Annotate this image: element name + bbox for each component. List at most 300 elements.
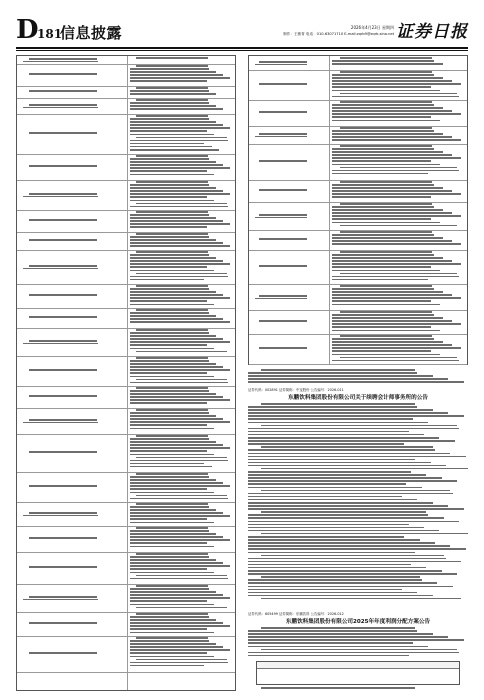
text-line [130,390,209,392]
text-line [130,74,223,76]
text-line [248,564,411,566]
text-line [136,57,207,59]
text-line [332,136,452,138]
text-line [130,546,214,548]
text-line [130,646,223,648]
text-line [130,476,209,478]
text-line [332,360,459,362]
text-line [332,218,431,220]
text-line [332,237,443,239]
text-line [130,80,207,82]
text-line [29,369,98,371]
text-line [259,265,307,267]
text-line [23,268,98,269]
text-line [130,640,209,642]
text-line [130,622,223,624]
text-line [29,294,98,296]
text-line [130,127,230,129]
text-line [332,291,443,293]
text-line [136,87,207,89]
text-line [130,270,214,272]
text-line [261,511,426,513]
text-line [332,215,461,217]
text-line [332,266,431,268]
text-line [248,586,453,588]
table-row [17,584,235,613]
text-line [136,137,227,139]
text-line [340,231,432,233]
text-line [130,447,230,449]
text-line [248,487,422,489]
text-line [259,347,307,349]
text-line [136,585,207,587]
text-line [130,421,230,423]
text-line [340,311,432,313]
table-row [17,64,235,87]
text-line [136,387,207,389]
editor-contact: 制作：王敏青 电话：010-63071710 E-mail:zqrb9@zqrb.sina.net [283,32,394,36]
text-line [332,279,428,281]
text-line [332,173,428,175]
text-line [130,263,230,265]
table-row [17,472,235,503]
text-line [332,341,443,343]
text-line [130,321,230,323]
text-line [130,196,207,198]
text-line [29,58,98,60]
text-line [130,206,228,208]
newspaper-logo: 证券日报 [396,22,468,42]
text-line [130,572,214,574]
text-line [130,656,214,658]
text-line [136,357,207,359]
text-line [259,320,307,322]
text-line [248,573,457,575]
text-line [332,63,443,65]
text-line [136,435,207,437]
text-line [136,251,207,253]
text-line [130,245,230,247]
text-line [130,291,216,293]
text-line [248,548,466,550]
masthead-rule-thin [16,50,468,51]
text-line [130,338,223,340]
text-line [130,254,209,256]
text-line [130,616,209,618]
text-line [332,300,431,302]
text-line [130,164,223,166]
table-row [17,328,235,357]
announcement-title: 东鹏饮料集团股份有限公司2025年年度利润分配方案公告 [285,619,431,625]
text-line [130,382,228,384]
text-line [130,559,216,561]
text-line [130,158,209,160]
text-line [248,539,420,541]
text-line [332,212,452,214]
text-line [332,120,440,122]
text-line [261,649,457,651]
text-line [130,515,230,517]
announcement-body [248,687,468,691]
text-line [23,107,98,108]
text-line [130,625,230,627]
text-line [136,379,227,381]
table-row [17,552,235,585]
text-line [130,396,223,398]
text-line [248,646,428,648]
text-line [332,133,443,135]
text-line [130,217,216,219]
text-line [259,238,307,240]
masthead [16,17,468,47]
text-line [29,622,98,624]
text-line [29,419,98,421]
column-divider [329,56,330,364]
text-line [29,104,98,106]
text-line [29,265,98,267]
text-line [130,522,214,524]
table-row [17,284,235,309]
text-line [248,456,466,458]
text-line [248,437,439,439]
table-row [17,98,235,115]
table-row [249,180,467,203]
text-line [130,506,209,508]
text-line [332,240,452,242]
text-line [332,170,459,172]
text-line [332,196,431,198]
text-line [136,457,227,459]
text-line [248,493,453,495]
text-line [130,140,228,142]
text-line [248,449,435,451]
text-line [130,318,223,320]
text-line [261,425,457,427]
text-line [130,460,228,462]
profit-distribution-table [256,661,460,685]
text-line [130,143,204,145]
text-line [130,288,209,290]
text-line [248,570,442,572]
text-line [130,167,230,169]
text-line [248,418,413,420]
text-line [332,86,431,88]
text-line [29,537,98,539]
text-line [29,451,98,453]
text-line [248,499,417,501]
text-line [332,320,452,322]
text-line [130,257,216,259]
announcement-body [248,627,468,659]
text-line [130,315,216,317]
text-line [130,604,214,606]
text-line [23,61,98,62]
text-line [340,57,432,59]
text-line [130,539,230,541]
text-line [332,164,440,166]
text-line [136,607,227,609]
text-line [130,341,230,343]
text-line [261,598,461,600]
table-row [17,180,235,211]
text-line [248,474,426,476]
text-line [255,64,307,65]
text-line [136,553,207,555]
text-line [248,406,417,408]
text-line [130,399,230,401]
text-line [130,492,214,494]
disclosure-table-continued [248,55,468,365]
text-line [130,279,204,281]
text-line [340,71,432,73]
text-line [130,488,207,490]
text-line [261,576,419,578]
table-row [249,334,467,365]
text-line [130,121,216,123]
text-line [130,643,216,645]
text-line [248,582,437,584]
text-line [130,170,207,172]
text-line [130,369,230,371]
text-line [130,518,207,520]
text-line [332,222,440,224]
text-line [130,536,223,538]
text-line [130,236,209,238]
text-line [29,165,98,167]
text-line [261,468,468,470]
text-line [332,160,431,162]
text-line [130,366,223,368]
text-line [248,480,457,482]
text-line [340,273,457,275]
text-line [130,105,216,107]
text-line [340,357,457,359]
text-line [130,239,216,241]
text-line [130,509,216,511]
text-line [130,428,214,430]
issue-date: 2026年4月23日 星期四 [350,25,394,30]
text-line [130,393,216,395]
text-line [332,130,434,132]
text-line [248,639,464,641]
text-line [23,343,98,344]
text-line [29,132,98,134]
table-row [17,154,235,181]
text-line [332,96,459,98]
text-line [248,443,404,445]
text-line [130,438,209,440]
text-line [248,521,459,523]
text-line [248,589,402,591]
text-line [332,77,443,79]
masthead-rule [16,47,468,49]
text-line [23,599,98,600]
table-row [249,310,467,335]
text-line [23,515,98,516]
text-line [332,323,461,325]
text-line [130,454,214,456]
text-line [136,473,207,475]
table-row [17,308,235,329]
table-row [249,144,467,181]
table-header [257,662,459,669]
text-line [136,329,207,331]
text-line [248,655,409,657]
table-row [249,56,467,71]
table-row [249,70,467,101]
text-line [332,257,443,259]
table-row [249,202,467,231]
table-row [17,502,235,527]
text-line [130,662,228,664]
text-line [29,596,98,598]
page-letter: D [16,15,39,45]
text-line [136,409,207,411]
text-line [255,217,307,218]
announcement-body [248,403,468,609]
text-line [248,652,459,654]
text-line [130,594,223,596]
text-line [130,187,216,189]
text-line [136,65,207,67]
text-line [130,479,216,481]
text-line [332,139,461,141]
text-line [332,350,431,352]
text-line [340,167,457,169]
text-line [130,226,207,228]
text-line [248,462,431,464]
text-line [332,254,434,256]
text-line [259,61,307,63]
text-line [248,502,433,504]
text-line [332,326,431,328]
text-line [130,498,228,500]
text-line [332,330,440,332]
text-line [248,459,415,461]
text-line [248,630,417,632]
text-line [340,101,432,103]
text-line [130,418,223,420]
text-line [29,340,98,342]
text-line [248,567,426,569]
text-line [130,260,223,262]
text-line [130,591,216,593]
text-line [130,628,207,630]
text-line [248,434,424,436]
text-line [248,642,413,644]
text-line [29,239,98,241]
text-line [130,530,209,532]
table-row [17,636,235,673]
text-line [130,348,214,350]
text-line [332,190,452,192]
text-line [130,619,216,621]
text-line [130,402,207,404]
text-line [29,395,98,397]
text-line [130,90,209,92]
text-line [248,372,417,374]
text-line [332,317,443,319]
text-line [248,545,450,547]
text-line [259,83,307,85]
text-line [130,77,230,79]
text-line [332,288,434,290]
text-line [255,298,307,299]
text-line [136,527,207,529]
text-line [340,285,432,287]
text-line [340,127,432,129]
text-line [23,196,98,197]
table-row [17,408,235,435]
table-row [17,114,235,155]
text-line [332,104,434,106]
text-line [332,297,461,299]
text-line [130,130,207,132]
text-line [29,219,98,221]
text-line [130,266,207,268]
text-line [130,565,230,567]
text-line [130,297,230,299]
text-line [248,431,409,433]
text-line [332,184,434,186]
text-line [130,300,207,302]
text-line [332,209,443,211]
table-row [17,526,235,553]
text-line [332,276,459,278]
text-line [248,558,446,560]
text-line [136,203,227,205]
text-line [136,659,227,661]
text-line [248,536,404,538]
text-line [332,263,461,265]
text-line [340,225,457,227]
text-line [29,90,98,92]
text-line [255,136,307,137]
text-line [248,508,464,510]
text-line [130,304,214,306]
text-line [130,463,204,465]
text-line [248,505,448,507]
section-title: 信息披露 [60,24,123,42]
text-line [29,485,98,487]
table-row [17,210,235,233]
text-line [29,193,98,195]
text-line [340,251,432,253]
text-line [136,285,207,287]
text-line [332,260,452,262]
table-row [17,232,235,251]
text-line [130,190,223,192]
text-line [332,187,443,189]
text-line [130,223,230,225]
text-line [130,71,216,73]
text-line [248,524,409,526]
text-line [248,471,411,473]
text-line [248,636,448,638]
text-line [332,294,452,296]
text-line [332,110,452,112]
text-line [248,579,422,581]
text-line [130,220,223,222]
text-line [248,415,464,417]
text-line [130,102,209,104]
text-line [261,369,415,371]
text-line [130,134,214,136]
text-line [136,181,207,183]
text-line [332,74,434,76]
text-line [130,450,207,452]
text-line [332,314,434,316]
